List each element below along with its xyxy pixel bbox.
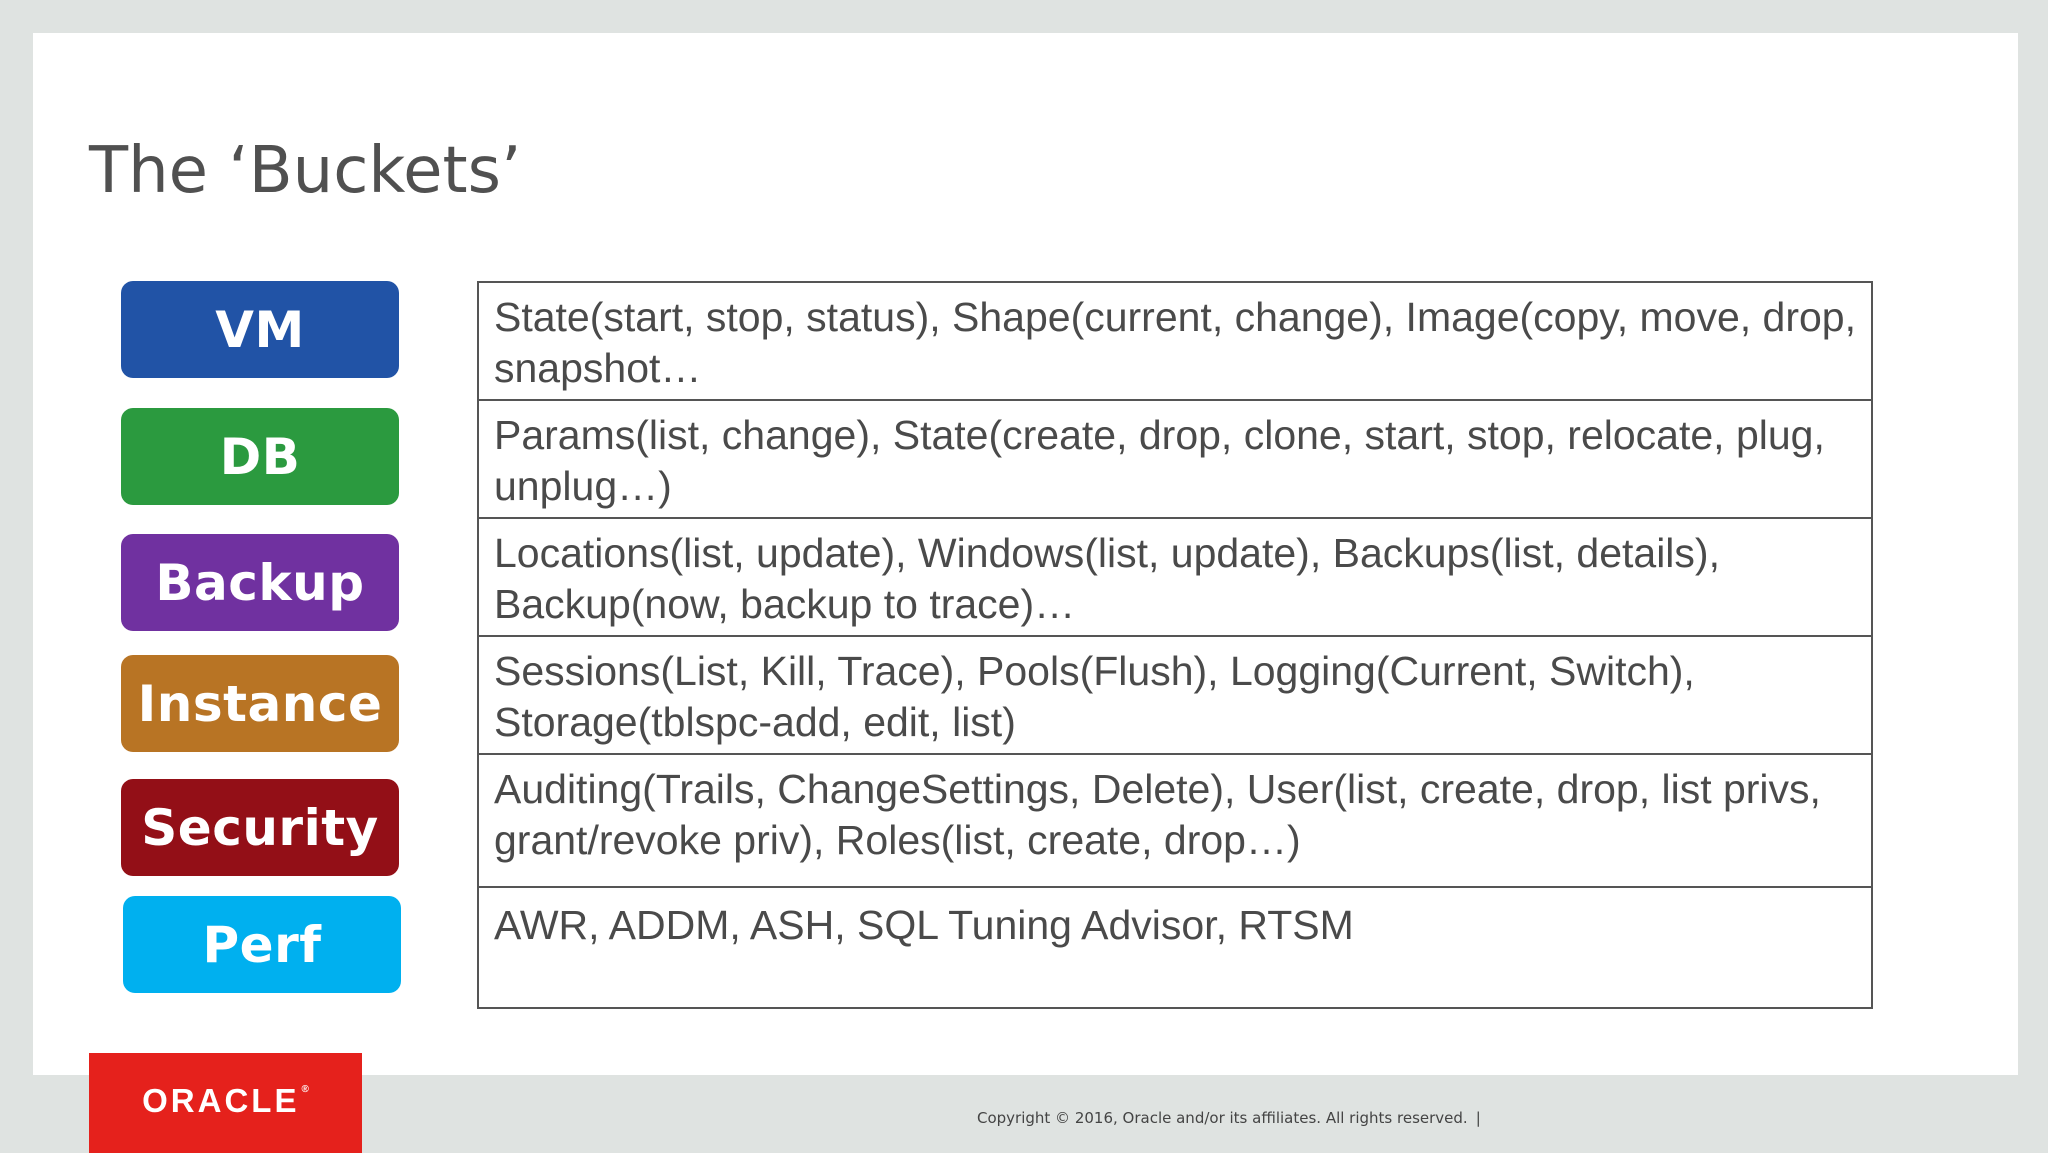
- slide-title: The ‘Buckets’: [89, 134, 522, 208]
- bucket-backup: Backup: [121, 534, 399, 631]
- oracle-logo-text: ORACLE: [142, 1082, 300, 1119]
- description-table: [477, 281, 1873, 1009]
- description-row-vm: State(start, stop, status), Shape(current, change), Image(copy, move, drop, snapshot…: [479, 283, 1871, 401]
- description-row-perf: AWR, ADDM, ASH, SQL Tuning Advisor, RTSM: [494, 902, 1354, 948]
- bucket-security: Security: [121, 779, 399, 876]
- copyright-text: Copyright © 2016, Oracle and/or its affiliates. All rights reserved.: [977, 1109, 1468, 1127]
- bucket-vm: VM: [121, 281, 399, 378]
- bucket-perf: Perf: [123, 896, 401, 993]
- copyright-notice: [977, 1109, 1481, 1127]
- description-row-backup: Locations(list, update), Windows(list, update), Backups(list, details), Backup(now, backup to trace)…: [479, 519, 1871, 637]
- bucket-db: DB: [121, 408, 399, 505]
- oracle-logo-box: [89, 1053, 362, 1153]
- registered-mark: ®: [301, 1084, 309, 1095]
- description-row-db: Params(list, change), State(create, drop, clone, start, stop, relocate, plug, unplug…): [479, 401, 1871, 519]
- bucket-instance: Instance: [121, 655, 399, 752]
- description-row-security: Auditing(Trails, ChangeSettings, Delete), User(list, create, drop, list privs, grant/revoke priv), Roles(list, create, drop…): [479, 755, 1871, 888]
- description-row-instance: Sessions(List, Kill, Trace), Pools(Flush), Logging(Current, Switch), Storage(tblspc-add, edit, list): [479, 637, 1871, 755]
- oracle-logo: [142, 1082, 309, 1120]
- footer-separator: |: [1475, 1109, 1481, 1127]
